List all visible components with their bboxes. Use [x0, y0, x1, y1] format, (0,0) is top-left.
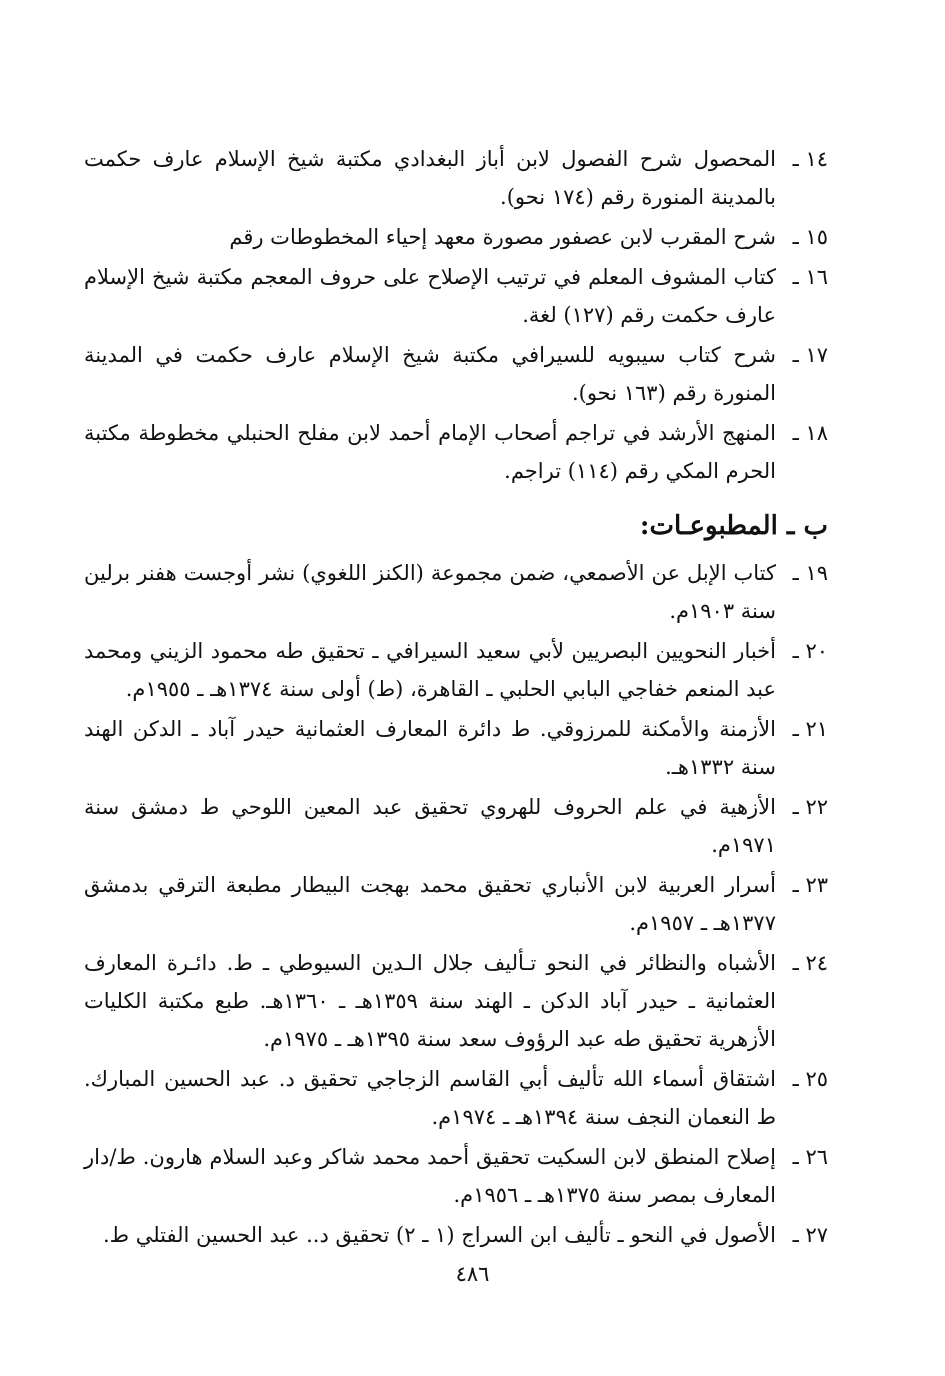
entry-number: ١٩ ـ [792, 561, 828, 585]
entry-text: الأزهية في علم الحروف للهروي تحقيق عبد المعين اللوحي ط دمشق سنة ١٩٧١م. [84, 795, 776, 857]
reference-entry-26 [84, 1138, 828, 1214]
entry-number: ٢٠ ـ [792, 639, 828, 663]
reference-entry-19 [84, 554, 828, 630]
entry-text: أسرار العربية لابن الأنباري تحقيق محمد بهجت البيطار مطبعة الترقي بدمشق ١٣٧٧هـ ـ ١٩٥٧م. [84, 873, 776, 935]
entry-number: ٢١ ـ [792, 717, 828, 741]
entry-number: ١٨ ـ [792, 421, 828, 445]
reference-entry-22 [84, 788, 828, 864]
entry-number: ٢٢ ـ [792, 795, 828, 819]
reference-entry-21 [84, 710, 828, 786]
reference-entry-14 [84, 140, 828, 216]
entry-number: ٢٧ ـ [792, 1223, 828, 1247]
reference-entry-27 [84, 1216, 828, 1254]
entry-number: ٢٦ ـ [792, 1145, 828, 1169]
page-body [84, 140, 828, 1256]
entry-text: اشتقاق أسماء الله تأليف أبي القاسم الزجاجي تحقيق د. عبد الحسين المبارك. ط النعمان النجف سنة ١٣٩٤هـ ـ ١٩٧٤م. [84, 1067, 776, 1129]
entry-text: المحصول شرح الفصول لابن أباز البغدادي مكتبة شيخ الإسلام عارف حكمت بالمدينة المنورة رقم (١٧٤ نحو). [84, 147, 776, 209]
entry-text: كتاب الإبل عن الأصمعي، ضمن مجموعة (الكنز اللغوي) نشر أوجست هفنر برلين سنة ١٩٠٣م. [84, 561, 776, 623]
entry-number: ١٦ ـ [792, 265, 828, 289]
entry-text: كتاب المشوف المعلم في ترتيب الإصلاح على حروف المعجم مكتبة شيخ الإسلام عارف حكمت رقم (١٢٧) لغة. [84, 265, 776, 327]
reference-entry-17 [84, 336, 828, 412]
entry-number: ١٤ ـ [792, 147, 828, 171]
entry-number: ٢٤ ـ [792, 951, 829, 975]
entry-text: أخبار النحويين البصريين لأبي سعيد السيرافي ـ تحقيق طه محمود الزيني ومحمد عبد المنعم خفاجي البابي الحلبي ـ القاهرة، (ط) أولى سنة ١٣٧٤هـ ـ ١٩٥٥م. [84, 639, 776, 701]
reference-entry-25 [84, 1060, 828, 1136]
section-heading-printed: ب ـ المطبوعـات: [639, 511, 828, 541]
page-number: ٤٨٦ [455, 1262, 490, 1286]
reference-entry-15 [84, 218, 828, 256]
entry-text: إصلاح المنطق لابن السكيت تحقيق أحمد محمد شاكر وعبد السلام هارون. ط/دار المعارف بمصر سنة ١٣٧٥هـ ـ ١٩٥٦م. [84, 1145, 776, 1207]
reference-entry-16 [84, 258, 828, 334]
entry-text: الأصول في النحو ـ تأليف ابن السراج (١ ـ ٢) تحقيق د.. عبد الحسين الفتلي ط. [102, 1223, 776, 1247]
reference-entry-18 [84, 414, 828, 490]
entry-number: ٢٣ ـ [792, 873, 828, 897]
entry-number: ٢٥ ـ [792, 1067, 828, 1091]
entry-number: ١٧ ـ [792, 343, 828, 367]
entry-text: شرح كتاب سيبويه للسيرافي مكتبة شيخ الإسلام عارف حكمت في المدينة المنورة رقم (١٦٣ نحو). [84, 343, 776, 405]
entry-number: ١٥ ـ [792, 225, 828, 249]
entry-text: المنهج الأرشد في تراجم أصحاب الإمام أحمد لابن مفلح الحنبلي مخطوطة مكتبة الحرم المكي رقم (١١٤) تراجم. [84, 421, 776, 483]
entry-text: شرح المقرب لابن عصفور مصورة معهد إحياء المخطوطات رقم [229, 225, 776, 249]
reference-entry-23 [84, 866, 828, 942]
reference-entry-20 [84, 632, 828, 708]
entry-text: الأزمنة والأمكنة للمرزوقي. ط دائرة المعارف العثمانية حيدر آباد ـ الدكن الهند سنة ١٣٣٢هـ. [84, 717, 776, 779]
reference-entry-24 [84, 944, 828, 1058]
entry-text: الأشباه والنظائر في النحو تـأليف جلال الـدين السيوطي ـ ط. دائـرة المعارف العثمانية ـ حيدر آباد الدكن ـ الهند سنة ١٣٥٩هـ ـ ١٣٦٠هـ. طبع مكتبة الكليات الأزهرية تحقيق طه عبد الرؤوف سعد سنة ١٣٩٥هـ ـ ١٩٧٥م. [84, 951, 777, 1051]
